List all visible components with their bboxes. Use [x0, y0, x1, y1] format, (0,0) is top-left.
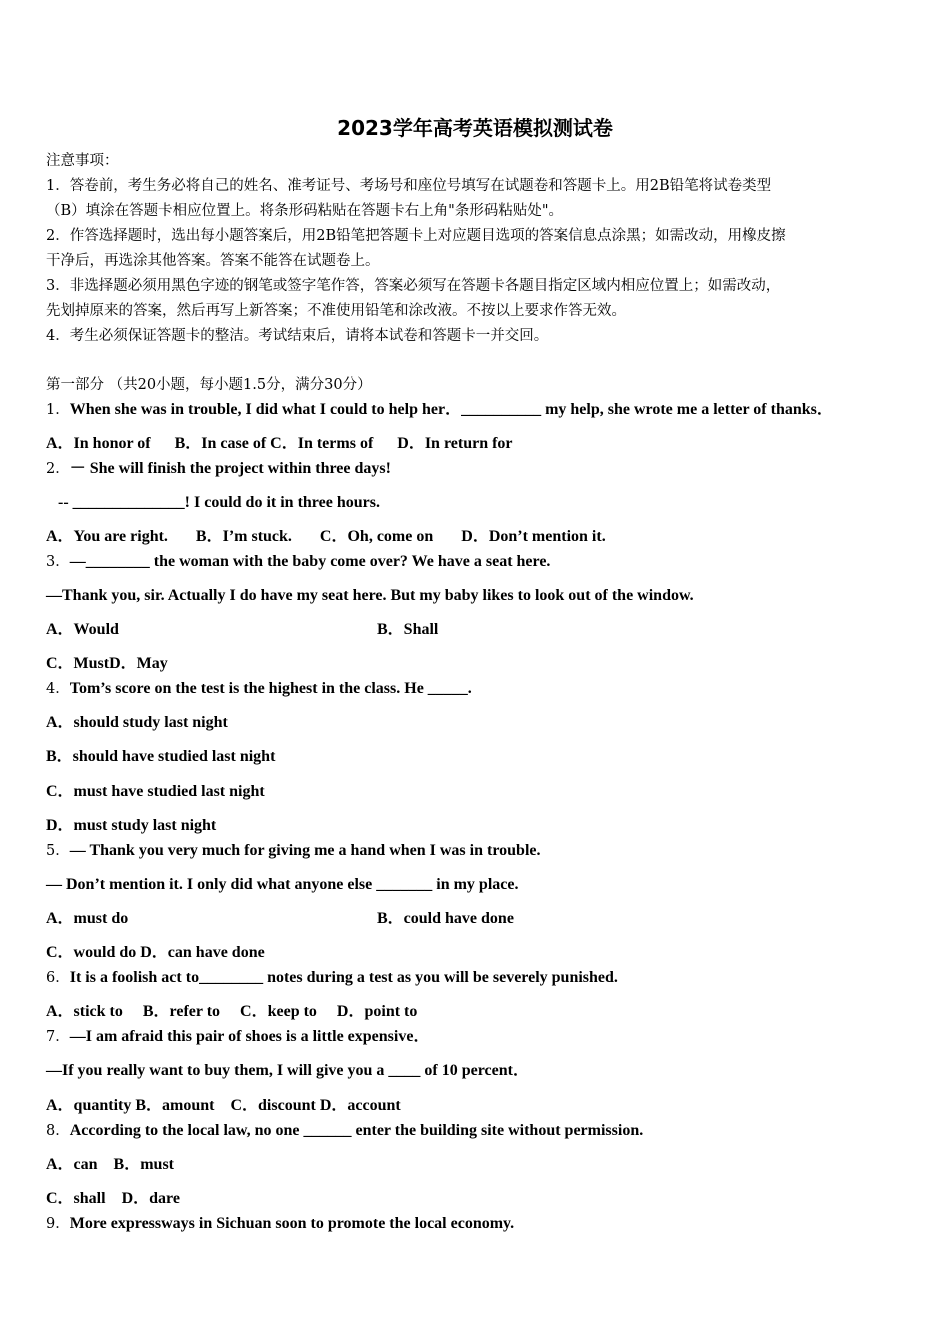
- question-7-options: A．quantity B．amount C．discount D．account: [46, 1097, 401, 1114]
- notice-line: （B）填涂在答题卡相应位置上。将条形码粘贴在答题卡右上角"条形码粘贴处"。: [46, 203, 563, 219]
- question-number: 3．: [46, 554, 70, 570]
- question-3-option-cd: C．MustD．May: [46, 655, 168, 672]
- question-6: [46, 968, 618, 988]
- question-number: 7．: [46, 1029, 70, 1045]
- question-8: [46, 1121, 643, 1141]
- notice-line: 3．非选择题必须用黑色字迹的钢笔或签字笔作答，答案必须写在答题卡各题目指定区域内相应位置上；如需改动，: [46, 278, 781, 294]
- question-text: — Thank you very much for giving me a hand when I was in trouble.: [69, 842, 541, 859]
- question-6-options: A．stick to B．refer to C．keep to D．point to: [46, 1003, 418, 1020]
- question-text: － She will finish the project within three days!: [69, 460, 391, 477]
- notice-line: 4．考生必须保证答题卡的整洁。考试结束后，请将本试卷和答题卡一并交回。: [46, 328, 549, 344]
- question-number: 2．: [46, 461, 70, 477]
- question-1: [46, 400, 833, 420]
- question-5: [46, 841, 540, 861]
- question-4-option-d: D．must study last night: [46, 817, 217, 834]
- question-text: When she was in trouble, I did what I could to help her．__________ my help, she wrote me a letter of thanks．: [69, 401, 833, 418]
- question-text: It is a foolish act to________ notes during a test as you will be severely punished.: [69, 969, 618, 986]
- question-3-option-b: B．Shall: [377, 621, 439, 638]
- question-9: [46, 1214, 514, 1234]
- question-number: 4．: [46, 681, 70, 697]
- question-4-option-a: A．should study last night: [46, 714, 228, 731]
- question-number: 8．: [46, 1123, 70, 1139]
- page-title: 2023学年高考英语模拟测试卷: [337, 116, 613, 140]
- question-5-option-b: B．could have done: [377, 910, 514, 927]
- section-heading: 第一部分 （共20小题，每小题1.5分，满分30分）: [46, 377, 372, 393]
- question-3: [46, 552, 550, 572]
- question-2-response: -- ______________! I could do it in three hours.: [58, 494, 380, 511]
- notice-line: 干净后，再选涂其他答案。答案不能答在试题卷上。: [46, 253, 380, 269]
- question-2: [46, 459, 391, 479]
- question-5-response: — Don’t mention it. I only did what anyone else _______ in my place.: [46, 876, 519, 893]
- question-text: Tom’s score on the test is the highest in the class. He _____.: [69, 680, 472, 697]
- question-text: More expressways in Sichuan soon to promote the local economy.: [69, 1215, 515, 1232]
- question-8-option-cd: C．shall D．dare: [46, 1190, 180, 1207]
- question-5-option-a: A．must do: [46, 910, 129, 927]
- question-text: —________ the woman with the baby come over? We have a seat here.: [69, 553, 551, 570]
- question-5-option-cd: C．would do D．can have done: [46, 944, 265, 961]
- question-text: According to the local law, no one ______ enter the building site without permission.: [69, 1122, 644, 1139]
- question-4-option-c: C．must have studied last night: [46, 783, 265, 800]
- question-number: 1．: [46, 402, 70, 418]
- question-7: [46, 1027, 429, 1047]
- notice-line: 1．答卷前，考生务必将自己的姓名、准考证号、考场号和座位号填写在试题卷和答题卡上。用2B铅笔将试卷类型: [46, 178, 772, 194]
- notice-line: 2．作答选择题时，选出每小题答案后，用2B铅笔把答题卡上对应题目选项的答案信息点涂黑；如需改动，用橡皮擦: [46, 228, 786, 244]
- notice-heading: 注意事项：: [46, 153, 119, 169]
- question-3-option-a: A．Would: [46, 621, 119, 638]
- question-number: 9．: [46, 1216, 70, 1232]
- notice-line: 先划掉原来的答案，然后再写上新答案；不准使用铅笔和涂改液。不按以上要求作答无效。: [46, 303, 626, 319]
- question-2-options: A．You are right. B．I’m stuck. C．Oh, come on D．Don’t mention it.: [46, 528, 606, 545]
- question-1-options: A．In honor of B．In case of C．In terms of D．In return for: [46, 435, 513, 452]
- question-number: 6．: [46, 970, 70, 986]
- question-4-option-b: B．should have studied last night: [46, 748, 276, 765]
- question-8-option-ab: A．can B．must: [46, 1156, 175, 1173]
- question-3-response: —Thank you, sir. Actually I do have my seat here. But my baby likes to look out of the window.: [46, 587, 694, 604]
- question-number: 5．: [46, 843, 70, 859]
- question-7-response: —If you really want to buy them, I will give you a ____ of 10 percent．: [46, 1062, 529, 1079]
- question-4: [46, 679, 472, 699]
- question-text: —I am afraid this pair of shoes is a little expensive．: [69, 1028, 430, 1045]
